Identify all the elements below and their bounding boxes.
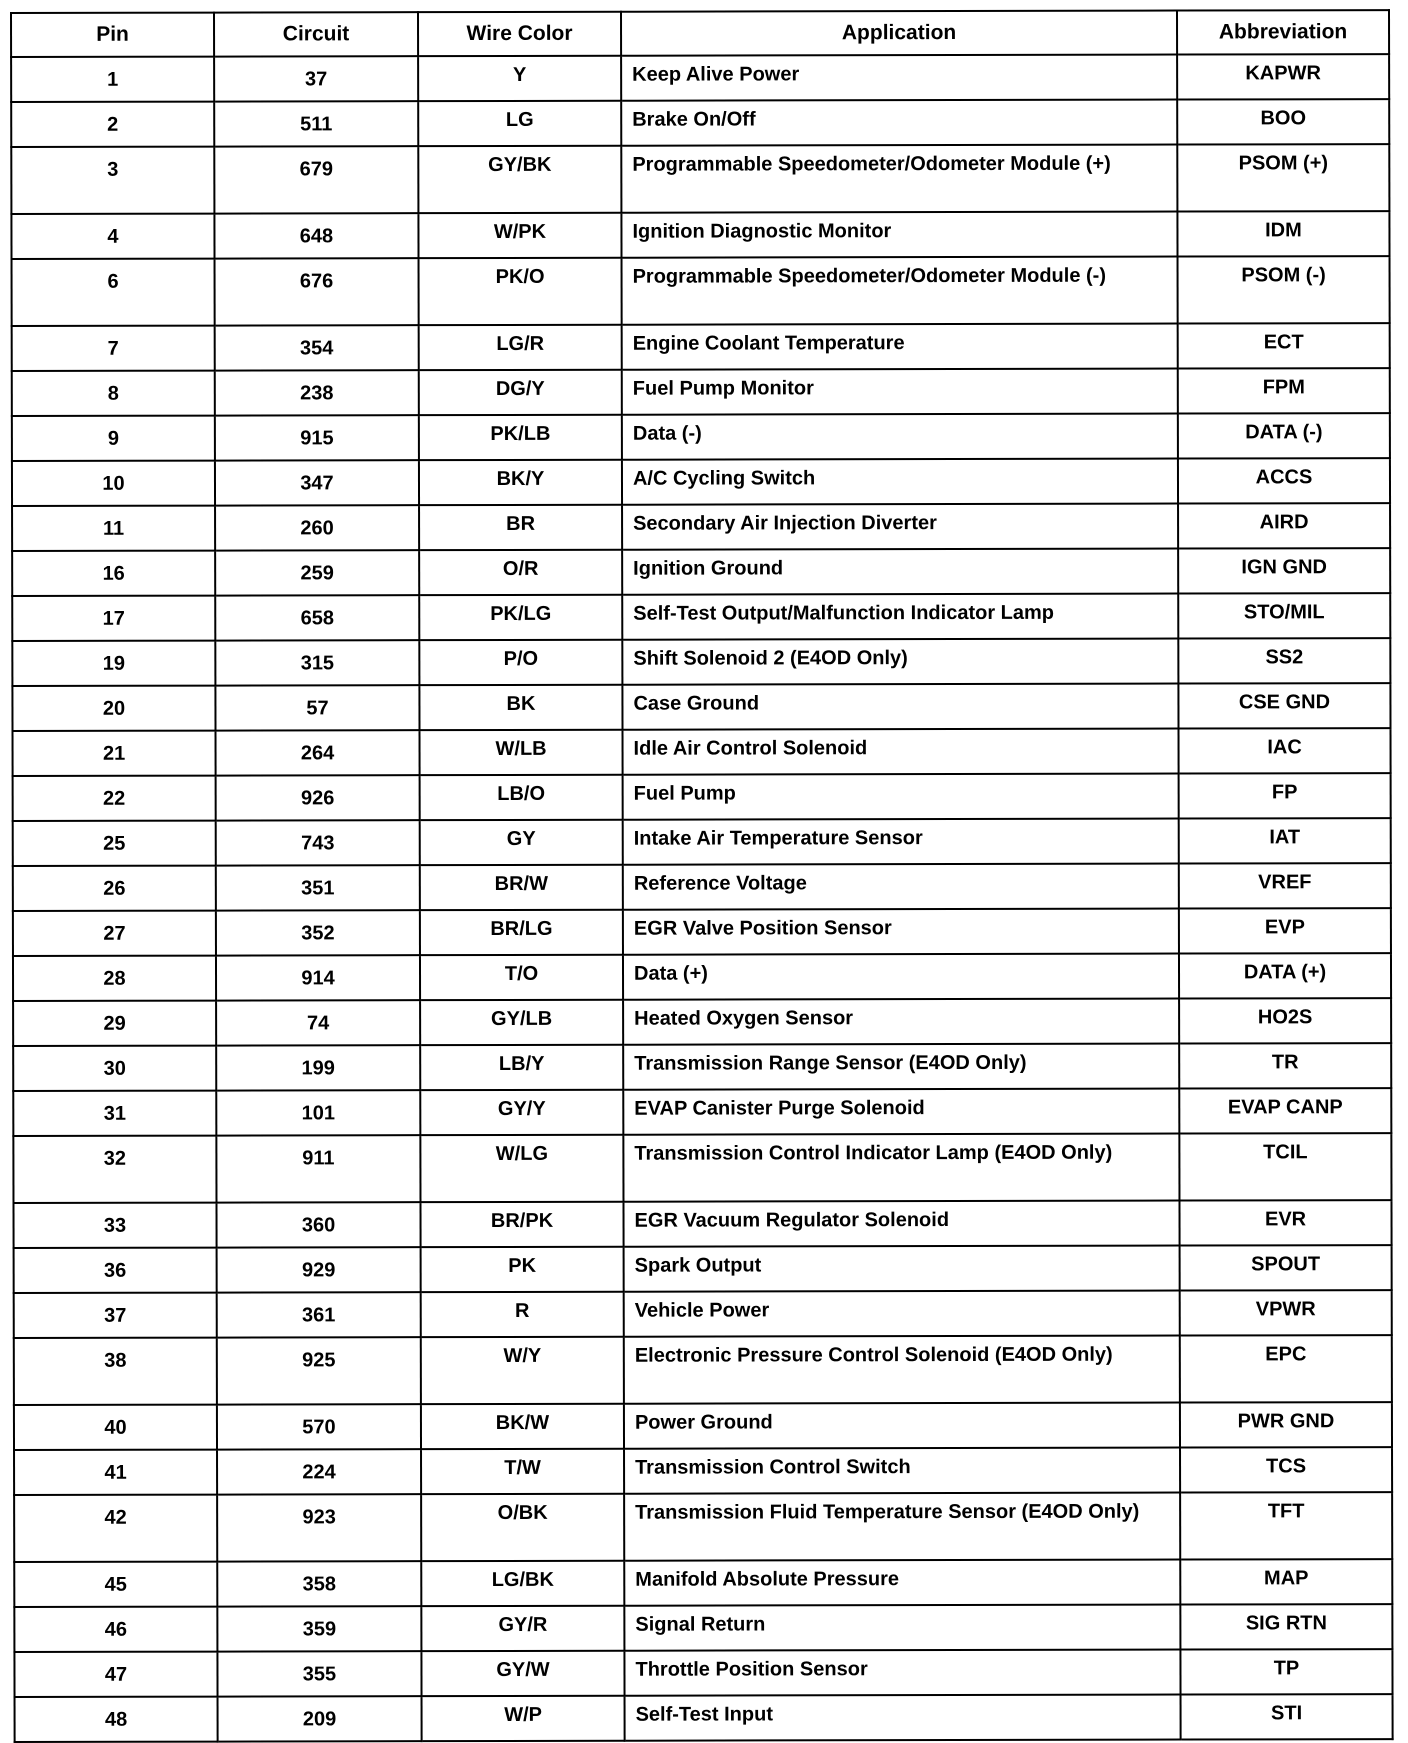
- table-row: [12, 683, 1390, 731]
- wire-color-cell: W/Y: [421, 1337, 624, 1404]
- wire-color-cell: GY/LB: [420, 1000, 623, 1045]
- abbreviation-cell: ACCS: [1178, 458, 1390, 503]
- wire-color-cell: GY/BK: [418, 146, 621, 213]
- abbreviation-cell: VREF: [1179, 863, 1391, 908]
- table-row: [12, 593, 1390, 641]
- circuit-cell: 360: [216, 1202, 420, 1247]
- wire-color-cell: BR/W: [420, 865, 623, 910]
- circuit-cell: 224: [217, 1449, 421, 1494]
- pin-cell: 28: [13, 956, 216, 1001]
- abbreviation-cell: HO2S: [1179, 998, 1391, 1043]
- table-row: [12, 256, 1390, 326]
- wire-color-cell: BR: [419, 505, 622, 550]
- pinout-sheet: [10, 9, 1391, 1731]
- abbreviation-cell: EVAP CANP: [1179, 1088, 1391, 1133]
- circuit-cell: 914: [216, 955, 420, 1000]
- wire-color-cell: GY/R: [421, 1606, 624, 1651]
- wire-color-cell: LG: [418, 101, 621, 146]
- circuit-cell: 648: [214, 213, 418, 258]
- circuit-cell: 259: [215, 550, 419, 595]
- circuit-cell: 199: [216, 1045, 420, 1090]
- pin-cell: 3: [11, 147, 214, 214]
- wire-color-cell: W/LB: [420, 730, 623, 775]
- circuit-cell: 352: [216, 910, 420, 955]
- pin-cell: 45: [14, 1562, 217, 1607]
- abbreviation-cell: DATA (-): [1178, 413, 1390, 458]
- application-cell: Keep Alive Power: [621, 55, 1177, 101]
- abbreviation-cell: TP: [1180, 1649, 1392, 1694]
- application-cell: Transmission Control Switch: [624, 1448, 1180, 1494]
- application-cell: Data (+): [623, 954, 1179, 1000]
- circuit-cell: 926: [216, 775, 420, 820]
- wire-color-cell: GY/W: [421, 1651, 624, 1696]
- pin-cell: 20: [12, 686, 215, 731]
- wire-color-cell: PK: [421, 1247, 624, 1292]
- pin-cell: 25: [13, 821, 216, 866]
- application-cell: EGR Valve Position Sensor: [623, 909, 1179, 955]
- wire-color-cell: O/R: [419, 550, 622, 595]
- circuit-cell: 923: [217, 1494, 421, 1561]
- application-cell: A/C Cycling Switch: [622, 459, 1178, 505]
- pin-cell: 16: [12, 551, 215, 596]
- circuit-cell: 658: [215, 595, 419, 640]
- table-row: [13, 863, 1391, 911]
- abbreviation-cell: PWR GND: [1180, 1402, 1392, 1447]
- abbreviation-cell: IAC: [1179, 728, 1391, 773]
- pin-cell: 38: [14, 1338, 217, 1405]
- circuit-cell: 355: [217, 1651, 421, 1696]
- wire-color-cell: R: [421, 1292, 624, 1337]
- table-row: [12, 548, 1390, 596]
- circuit-cell: 238: [215, 370, 419, 415]
- header-row: [11, 10, 1389, 57]
- application-cell: Secondary Air Injection Diverter: [622, 504, 1178, 550]
- table-row: [11, 99, 1389, 147]
- application-cell: Spark Output: [624, 1246, 1180, 1292]
- table-row: [13, 773, 1391, 821]
- application-cell: Transmission Control Indicator Lamp (E4OD Only): [623, 1134, 1179, 1202]
- table-row: [14, 1290, 1392, 1338]
- wire-color-cell: LG/BK: [421, 1561, 624, 1606]
- abbreviation-cell: TCS: [1180, 1447, 1392, 1492]
- circuit-cell: 676: [215, 258, 419, 325]
- circuit-cell: 347: [215, 460, 419, 505]
- table-row: [11, 211, 1389, 259]
- pin-cell: 19: [12, 641, 215, 686]
- table-row: [14, 1559, 1392, 1607]
- application-cell: Vehicle Power: [624, 1291, 1180, 1337]
- pin-cell: 7: [12, 326, 215, 371]
- pin-cell: 21: [13, 731, 216, 776]
- application-cell: Fuel Pump Monitor: [622, 369, 1178, 415]
- header-pin: Pin: [11, 13, 214, 57]
- table-row: [14, 1649, 1392, 1697]
- wire-color-cell: LB/Y: [420, 1045, 623, 1090]
- pin-cell: 22: [13, 776, 216, 821]
- pin-cell: 11: [12, 506, 215, 551]
- pin-cell: 31: [13, 1091, 216, 1136]
- abbreviation-cell: SS2: [1178, 638, 1390, 683]
- abbreviation-cell: TFT: [1180, 1492, 1392, 1559]
- wire-color-cell: W/PK: [418, 213, 621, 258]
- circuit-cell: 361: [217, 1292, 421, 1337]
- application-cell: Reference Voltage: [623, 864, 1179, 910]
- application-cell: Self-Test Output/Malfunction Indicator Lamp: [622, 594, 1178, 640]
- wire-color-cell: Y: [418, 56, 621, 101]
- abbreviation-cell: ECT: [1178, 323, 1390, 368]
- pin-cell: 26: [13, 866, 216, 911]
- header-wire-color: Wire Color: [418, 12, 621, 56]
- table-row: [14, 1245, 1392, 1293]
- table-row: [12, 458, 1390, 506]
- pin-cell: 42: [14, 1495, 217, 1562]
- header-circuit: Circuit: [214, 12, 418, 56]
- pin-cell: 36: [14, 1248, 217, 1293]
- circuit-cell: 358: [217, 1561, 421, 1606]
- wire-color-cell: P/O: [419, 640, 622, 685]
- circuit-cell: 679: [214, 146, 418, 213]
- table-row: [13, 953, 1391, 1001]
- abbreviation-cell: EVP: [1179, 908, 1391, 953]
- table-row: [13, 1043, 1391, 1091]
- abbreviation-cell: TCIL: [1179, 1133, 1391, 1200]
- wire-color-cell: BR/PK: [420, 1202, 623, 1247]
- pin-table: [10, 9, 1394, 1743]
- table-row: [14, 1447, 1392, 1495]
- circuit-cell: 209: [218, 1696, 422, 1741]
- wire-color-cell: LG/R: [419, 325, 622, 370]
- circuit-cell: 315: [215, 640, 419, 685]
- application-cell: Manifold Absolute Pressure: [624, 1560, 1180, 1606]
- circuit-cell: 101: [216, 1090, 420, 1135]
- pin-cell: 37: [14, 1293, 217, 1338]
- pin-cell: 47: [14, 1652, 217, 1697]
- pin-cell: 29: [13, 1001, 216, 1046]
- pin-cell: 17: [12, 596, 215, 641]
- abbreviation-cell: PSOM (+): [1177, 144, 1389, 211]
- wire-color-cell: GY/Y: [420, 1090, 623, 1135]
- header-abbreviation: Abbreviation: [1177, 10, 1389, 54]
- abbreviation-cell: AIRD: [1178, 503, 1390, 548]
- circuit-cell: 264: [216, 730, 420, 775]
- wire-color-cell: BK/Y: [419, 460, 622, 505]
- abbreviation-cell: STO/MIL: [1178, 593, 1390, 638]
- table-row: [11, 144, 1389, 214]
- abbreviation-cell: SIG RTN: [1180, 1604, 1392, 1649]
- pin-cell: 4: [11, 214, 214, 259]
- application-cell: Data (-): [622, 414, 1178, 460]
- abbreviation-cell: EVR: [1179, 1200, 1391, 1245]
- header-application: Application: [621, 11, 1177, 56]
- table-row: [11, 54, 1389, 102]
- wire-color-cell: O/BK: [421, 1494, 624, 1561]
- application-cell: Intake Air Temperature Sensor: [623, 819, 1179, 865]
- pin-cell: 27: [13, 911, 216, 956]
- circuit-cell: 351: [216, 865, 420, 910]
- pin-cell: 8: [12, 371, 215, 416]
- wire-color-cell: PK/LB: [419, 415, 622, 460]
- table-row: [14, 1335, 1392, 1405]
- abbreviation-cell: IAT: [1179, 818, 1391, 863]
- application-cell: Power Ground: [624, 1403, 1180, 1449]
- circuit-cell: 57: [215, 685, 419, 730]
- circuit-cell: 929: [217, 1247, 421, 1292]
- pin-cell: 2: [11, 102, 214, 147]
- pin-cell: 10: [12, 461, 215, 506]
- application-cell: Programmable Speedometer/Odometer Module (+): [621, 145, 1177, 213]
- abbreviation-cell: KAPWR: [1177, 54, 1389, 99]
- abbreviation-cell: MAP: [1180, 1559, 1392, 1604]
- table-row: [13, 1088, 1391, 1136]
- abbreviation-cell: CSE GND: [1178, 683, 1390, 728]
- abbreviation-cell: VPWR: [1180, 1290, 1392, 1335]
- application-cell: Engine Coolant Temperature: [622, 324, 1178, 370]
- abbreviation-cell: FPM: [1178, 368, 1390, 413]
- table-row: [12, 503, 1390, 551]
- wire-color-cell: T/W: [421, 1449, 624, 1494]
- circuit-cell: 74: [216, 1000, 420, 1045]
- circuit-cell: 743: [216, 820, 420, 865]
- application-cell: Throttle Position Sensor: [624, 1650, 1180, 1696]
- table-row: [13, 728, 1391, 776]
- wire-color-cell: DG/Y: [419, 370, 622, 415]
- pin-cell: 1: [11, 57, 214, 102]
- table-row: [12, 368, 1390, 416]
- wire-color-cell: T/O: [420, 955, 623, 1000]
- table-row: [13, 1133, 1391, 1203]
- pin-cell: 48: [15, 1697, 218, 1742]
- wire-color-cell: BK/W: [421, 1404, 624, 1449]
- application-cell: Idle Air Control Solenoid: [623, 729, 1179, 775]
- application-cell: Shift Solenoid 2 (E4OD Only): [622, 639, 1178, 685]
- pin-cell: 32: [13, 1136, 216, 1203]
- wire-color-cell: BR/LG: [420, 910, 623, 955]
- application-cell: Self-Test Input: [625, 1695, 1181, 1741]
- application-cell: Transmission Fluid Temperature Sensor (E4OD Only): [624, 1493, 1180, 1561]
- application-cell: Ignition Diagnostic Monitor: [621, 212, 1177, 258]
- wire-color-cell: BK: [419, 685, 622, 730]
- circuit-cell: 511: [214, 101, 418, 146]
- circuit-cell: 260: [215, 505, 419, 550]
- pin-cell: 40: [14, 1405, 217, 1450]
- application-cell: EVAP Canister Purge Solenoid: [623, 1089, 1179, 1135]
- abbreviation-cell: FP: [1179, 773, 1391, 818]
- abbreviation-cell: IDM: [1177, 211, 1389, 256]
- circuit-cell: 354: [215, 325, 419, 370]
- table-row: [13, 1200, 1391, 1248]
- application-cell: Transmission Range Sensor (E4OD Only): [623, 1044, 1179, 1090]
- pin-cell: 9: [12, 416, 215, 461]
- table-row: [14, 1604, 1392, 1652]
- table-row: [12, 638, 1390, 686]
- pin-cell: 30: [13, 1046, 216, 1091]
- application-cell: Ignition Ground: [622, 549, 1178, 595]
- pin-cell: 33: [13, 1203, 216, 1248]
- wire-color-cell: PK/LG: [419, 595, 622, 640]
- table-row: [12, 323, 1390, 371]
- abbreviation-cell: BOO: [1177, 99, 1389, 144]
- table-row: [14, 1402, 1392, 1450]
- application-cell: Electronic Pressure Control Solenoid (E4OD Only): [624, 1336, 1180, 1404]
- application-cell: Fuel Pump: [623, 774, 1179, 820]
- abbreviation-cell: SPOUT: [1180, 1245, 1392, 1290]
- wire-color-cell: W/P: [422, 1696, 625, 1741]
- application-cell: Case Ground: [622, 684, 1178, 730]
- table-row: [15, 1694, 1393, 1742]
- circuit-cell: 925: [217, 1337, 421, 1404]
- wire-color-cell: PK/O: [419, 258, 622, 325]
- table-row: [13, 998, 1391, 1046]
- abbreviation-cell: IGN GND: [1178, 548, 1390, 593]
- pin-cell: 41: [14, 1450, 217, 1495]
- table-row: [13, 818, 1391, 866]
- circuit-cell: 37: [214, 56, 418, 101]
- abbreviation-cell: DATA (+): [1179, 953, 1391, 998]
- application-cell: Programmable Speedometer/Odometer Module (-): [622, 257, 1178, 325]
- table-row: [13, 908, 1391, 956]
- pin-cell: 46: [14, 1607, 217, 1652]
- wire-color-cell: W/LG: [420, 1135, 623, 1202]
- table-row: [14, 1492, 1392, 1562]
- circuit-cell: 570: [217, 1404, 421, 1449]
- circuit-cell: 359: [217, 1606, 421, 1651]
- circuit-cell: 911: [216, 1135, 420, 1202]
- abbreviation-cell: STI: [1181, 1694, 1393, 1739]
- pin-cell: 6: [12, 259, 215, 326]
- table-row: [12, 413, 1390, 461]
- wire-color-cell: LB/O: [420, 775, 623, 820]
- wire-color-cell: GY: [420, 820, 623, 865]
- application-cell: Signal Return: [624, 1605, 1180, 1651]
- application-cell: Heated Oxygen Sensor: [623, 999, 1179, 1045]
- circuit-cell: 915: [215, 415, 419, 460]
- application-cell: Brake On/Off: [621, 100, 1177, 146]
- application-cell: EGR Vacuum Regulator Solenoid: [623, 1201, 1179, 1247]
- abbreviation-cell: EPC: [1180, 1335, 1392, 1402]
- abbreviation-cell: TR: [1179, 1043, 1391, 1088]
- abbreviation-cell: PSOM (-): [1178, 256, 1390, 323]
